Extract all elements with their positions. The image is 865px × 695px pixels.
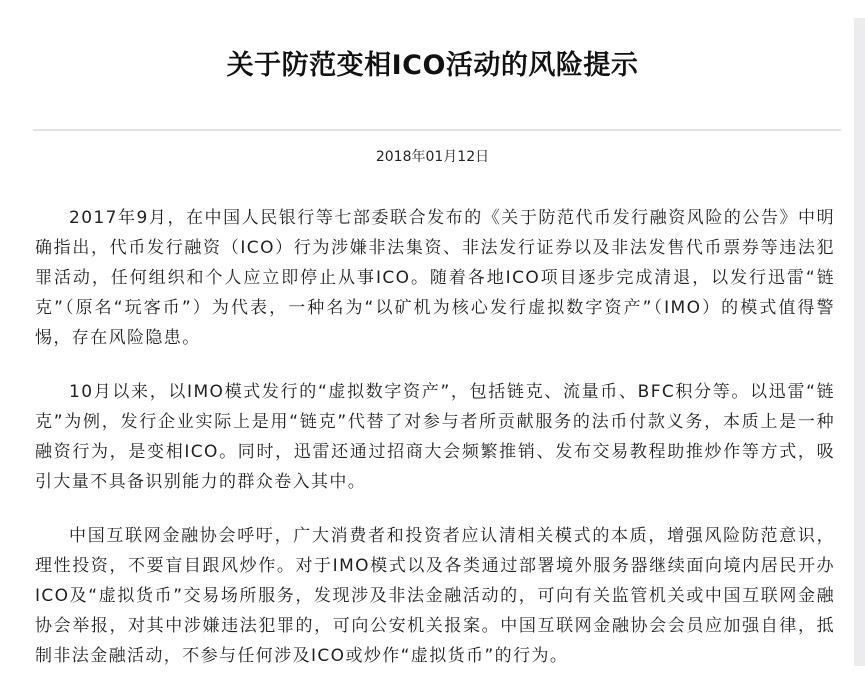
article-title: 关于防范变相ICO活动的风险提示	[226, 50, 639, 82]
page-side-margin	[854, 18, 865, 666]
paragraph-2: 10月以来，以IMO模式发行的“虚拟数字资产”，包括链克、流量币、BFC积分等。以迅雷“链克”为例，发行企业实际上是用“链克”代替了对参与者所贡献服务的法币付款义务，本质上是一种融资行为，是变相ICO。同时，迅雷还通过招商大会频繁推销、发布交易教程助推炒作等方式，吸引大量不具备识别能力的群众卷入其中。	[35, 382, 835, 492]
paragraph-3: 中国互联网金融协会呼吁，广大消费者和投资者应认清相关模式的本质，增强风险防范意识，理性投资，不要盲目跟风炒作。对于IMO模式以及各类通过部署境外服务器继续面向境内居民开办ICO及“虚拟货币”交易场所服务，发现涉及非法金融活动的，可向有关监管机关或中国互联网金融协会举报，对其中涉嫌违法犯罪的，可向公安机关报案。中国互联网金融协会会员应加强自律，抵制非法金融活动，不参与任何涉及ICO或炒作“虚拟货币”的行为。	[35, 526, 835, 666]
publish-date: 2018年01月12日	[375, 149, 490, 165]
article-body	[35, 203, 835, 695]
title-divider	[33, 129, 841, 131]
paragraph-1: 2017年9月，在中国人民银行等七部委联合发布的《关于防范代币发行融资风险的公告》中明确指出，代币发行融资（ICO）行为涉嫌非法集资、非法发行证券以及非法发售代币票券等违法犯罪活动，任何组织和个人应立即停止从事ICO。随着各地ICO项目逐步完成清退，以发行迅雷“链克”（原名“玩客币”）为代表，一种名为“以矿机为核心发行虚拟数字资产”（IMO）的模式值得警惕，存在风险隐患。	[35, 208, 835, 348]
